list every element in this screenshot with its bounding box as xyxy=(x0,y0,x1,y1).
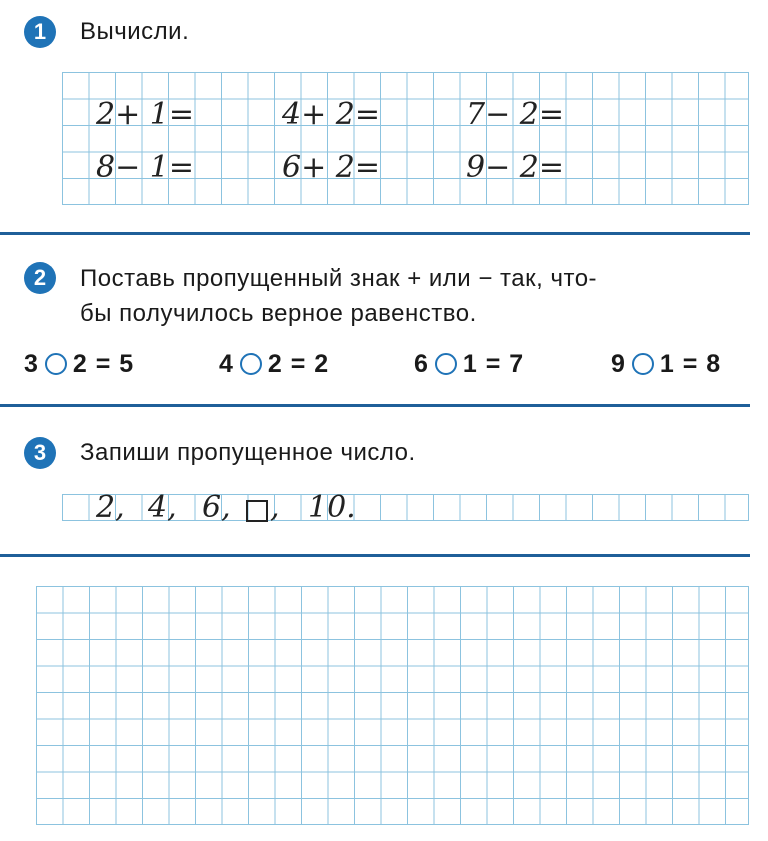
task-1-expression: 2+ 1= xyxy=(96,97,194,132)
sign-circle-input[interactable] xyxy=(435,353,457,375)
task-1-expression: 4+ 2= xyxy=(282,97,380,132)
task-1-expression: 6+ 2= xyxy=(282,150,380,185)
equation-right-part: 1 = 7 xyxy=(462,350,525,378)
equation-left-operand: 4 xyxy=(219,350,234,378)
sequence-number: 6, xyxy=(202,490,231,525)
sequence-number: 10. xyxy=(308,490,356,525)
sequence-number: 4, xyxy=(148,490,177,525)
task-2-text-line-1: Поставь пропущенный знак + или − так, что- xyxy=(80,265,598,292)
section-divider xyxy=(0,404,750,407)
missing-number-box[interactable] xyxy=(246,500,268,522)
equation-right-part: 2 = 2 xyxy=(267,350,330,378)
equation-left-operand: 3 xyxy=(24,350,39,378)
task-1-number-badge: 1 xyxy=(24,16,56,48)
equation-left-operand: 9 xyxy=(611,350,626,378)
section-divider xyxy=(0,232,750,235)
task-3-number-badge: 3 xyxy=(24,437,56,469)
task-3-title: Запиши пропущенное число. xyxy=(80,439,416,466)
task-1-title: Вычисли. xyxy=(80,18,190,45)
equation-right-part: 1 = 8 xyxy=(659,350,722,378)
sign-circle-input[interactable] xyxy=(632,353,654,375)
task-1-expression: 9− 2= xyxy=(466,150,564,185)
section-divider xyxy=(0,554,750,557)
sequence-comma: , xyxy=(270,490,280,525)
task-2-equation xyxy=(219,349,329,379)
task-1-expression: 7− 2= xyxy=(466,97,564,132)
equation-left-operand: 6 xyxy=(414,350,429,378)
task-2-text-line-2: бы получилось верное равенство. xyxy=(80,300,477,327)
workspace-grid[interactable] xyxy=(36,586,749,825)
task-1-expression: 8− 1= xyxy=(96,150,194,185)
task-2-equation xyxy=(611,349,721,379)
sign-circle-input[interactable] xyxy=(240,353,262,375)
task-2-equation xyxy=(414,349,524,379)
sequence-number: 2, xyxy=(96,490,125,525)
equation-right-part: 2 = 5 xyxy=(72,350,135,378)
sign-circle-input[interactable] xyxy=(45,353,67,375)
task-2-number-badge: 2 xyxy=(24,262,56,294)
task-2-equation xyxy=(24,349,134,379)
